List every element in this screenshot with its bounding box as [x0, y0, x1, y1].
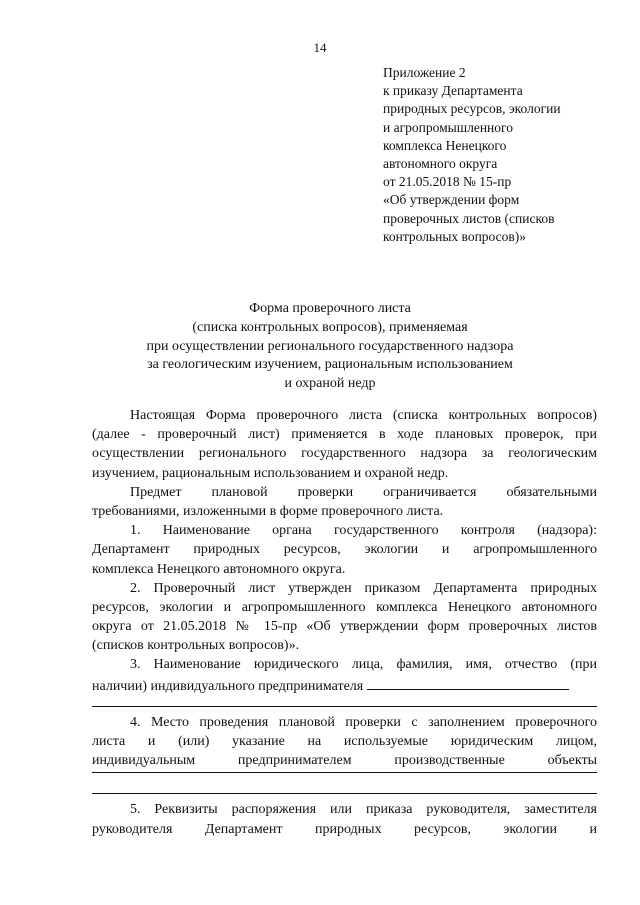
appendix-block: [383, 64, 623, 246]
appendix-line: «Об утверждении форм: [383, 192, 520, 208]
paragraph-line: изучением, рациональным использованием и охраной недр.: [92, 465, 449, 481]
paragraph-line: 2. Проверочный лист утвержден приказом Департамента природных: [130, 580, 597, 596]
paragraph-line: [92, 675, 597, 694]
paragraph-line: индивидуальным предпринимателем производственные объекты: [92, 753, 597, 769]
paragraph-line: 3. Наименование юридического лица, фамилия, имя, отчество (при: [130, 657, 597, 673]
paragraph-line: листа и (или) указание на используемые юридическим лицом,: [92, 734, 597, 749]
form-title: [100, 300, 560, 394]
appendix-line: автономного округа: [383, 156, 498, 172]
appendix-line: Приложение 2: [383, 65, 466, 80]
appendix-line: комплекса Ненецкого: [383, 137, 507, 153]
appendix-line: к приказу Департамента: [383, 83, 523, 99]
appendix-line: от 21.05.2018 № 15-пр: [383, 174, 512, 190]
entrepreneur-name-field[interactable]: [367, 675, 569, 690]
document-body: [92, 406, 597, 839]
title-line: Форма проверочного листа: [249, 301, 411, 316]
appendix-line: природных ресурсов, экологии: [383, 101, 561, 117]
fill-in-rule[interactable]: [92, 779, 597, 794]
paragraph-line: (списков контрольных вопросов)».: [92, 638, 300, 654]
paragraph-line: требованиями, изложенными в форме проверочного листа.: [92, 503, 444, 519]
paragraph-line: Предмет плановой проверки ограничивается обязательными: [130, 484, 597, 500]
paragraph-line: 5. Реквизиты распоряжения или приказа руководителя, заместителя: [130, 802, 597, 818]
title-line: при осуществлении регионального государственного надзора: [146, 338, 514, 354]
paragraph-line: Настоящая Форма проверочного листа (списка контрольных вопросов): [130, 408, 597, 423]
paragraph-line: 1. Наименование органа государственного контроля (надзора):: [130, 523, 597, 539]
paragraph-line: комплекса Ненецкого автономного округа.: [92, 561, 346, 577]
title-line: и охраной недр: [284, 376, 376, 392]
paragraph-line: 4. Место проведения плановой проверки с заполнением проверочного: [130, 714, 597, 730]
appendix-line: и агропромышленного: [383, 119, 513, 135]
paragraph-line: руководителя Департамент природных ресурсов, экологии и: [92, 821, 597, 837]
fill-in-rule[interactable]: [92, 694, 597, 707]
title-line: за геологическим изучением, рациональным использованием: [147, 357, 513, 373]
paragraph-line: ресурсов, экологии и агропромышленного комплекса Ненецкого автономного: [92, 599, 597, 615]
title-line: (списка контрольных вопросов), применяемая: [192, 319, 468, 335]
fill-in-rule[interactable]: [92, 770, 597, 773]
paragraph-line: осуществлении регионального государственного надзора за геологическим: [92, 446, 597, 462]
paragraph-line: Департамент природных ресурсов, экологии и агропромышленного: [92, 542, 597, 558]
paragraph-line: округа от 21.05.2018 № 15-пр «Об утверждении форм проверочных листов: [92, 619, 597, 635]
appendix-line: проверочных листов (списков: [383, 210, 555, 226]
page-number: 14: [313, 40, 327, 55]
paragraph-text: наличии) индивидуального предпринимателя: [92, 678, 364, 694]
paragraph-line: (далее - проверочный лист) применяется в ходе плановых проверок, при: [92, 427, 597, 443]
appendix-line: контрольных вопросов)»: [383, 228, 527, 244]
